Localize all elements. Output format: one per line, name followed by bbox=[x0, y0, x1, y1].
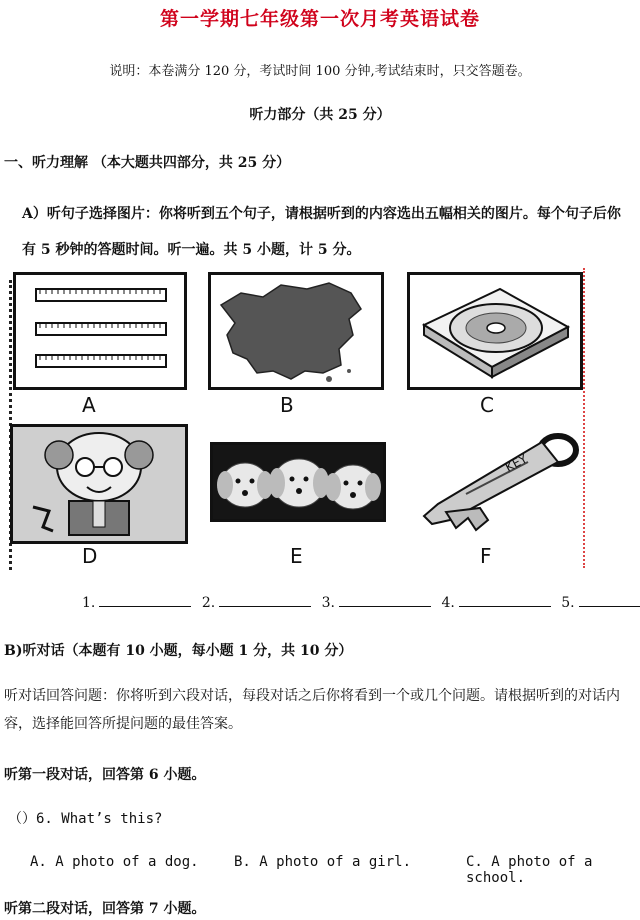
china-map-icon bbox=[211, 275, 381, 387]
dialogue1-heading: 听第一段对话，回答第 6 小题。 bbox=[4, 767, 206, 783]
right-dotted-border bbox=[583, 268, 585, 568]
question-6-stem: （）6. What’s this? bbox=[8, 811, 163, 827]
part-b-heading: B)听对话（本题有 10 小题，每小题 1 分，共 10 分） bbox=[4, 643, 353, 659]
answer-blank-2[interactable] bbox=[219, 592, 311, 607]
picture-label-b: B bbox=[280, 393, 294, 417]
exam-note: 说明：本卷满分 120 分，考试时间 100 分钟,考试结束时，只交答题卷。 bbox=[109, 64, 531, 79]
grandpa-icon bbox=[13, 427, 185, 541]
part-a-instructions: A）听句子选择图片：你将听到五个句子，请根据听到的内容选出五幅相关的图片。每个句子后你有 5 秒钟的答题时间。听一遍。共 5 小题，计 5 分。 bbox=[22, 206, 621, 258]
exam-title: 第一学期七年级第一次月考英语试卷 bbox=[159, 8, 480, 30]
dialogue2-heading: 听第二段对话，回答第 7 小题。 bbox=[4, 901, 206, 917]
answer-blank-number: 3. bbox=[321, 595, 335, 611]
answer-blank-number: 1. bbox=[82, 595, 96, 611]
answer-blank-4[interactable] bbox=[459, 592, 551, 607]
question-6-option-a[interactable]: A. A photo of a dog. bbox=[30, 854, 199, 870]
picture-label-d: D bbox=[82, 544, 98, 568]
picture-f bbox=[410, 420, 580, 540]
picture-d bbox=[10, 424, 188, 544]
picture-b bbox=[208, 272, 384, 390]
puppies-icon bbox=[213, 445, 383, 519]
picture-c bbox=[407, 272, 583, 390]
picture-label-a: A bbox=[82, 393, 96, 417]
section-title: 听力部分（共 25 分） bbox=[249, 107, 391, 123]
key-icon bbox=[410, 420, 580, 540]
picture-label-e: E bbox=[290, 544, 303, 568]
answer-blank-3[interactable] bbox=[339, 592, 431, 607]
picture-a bbox=[13, 272, 187, 390]
question-6-option-c[interactable]: C. A photo of a school. bbox=[466, 854, 593, 886]
rulers-icon bbox=[16, 275, 184, 387]
answer-blanks bbox=[82, 592, 640, 611]
answer-blank-5[interactable] bbox=[579, 592, 640, 607]
picture-label-f: F bbox=[480, 544, 492, 568]
answer-blank-number: 2. bbox=[201, 595, 216, 611]
question-6-option-b[interactable]: B. A photo of a girl. bbox=[234, 854, 412, 870]
answer-blank-number: 4. bbox=[441, 595, 455, 611]
picture-label-c: C bbox=[480, 393, 494, 417]
answer-blank-1[interactable] bbox=[99, 592, 191, 607]
part-b-instructions: 听对话回答问题：你将听到六段对话，每段对话之后你将看到一个或几个问题。请根据听到的对话内容，选择能回答所提问题的最佳答案。 bbox=[4, 688, 620, 732]
key-text: KEY bbox=[502, 451, 530, 475]
part1-heading: 一、听力理解 （本大题共四部分，共 25 分） bbox=[4, 155, 291, 171]
picture-e bbox=[210, 442, 386, 522]
cd-icon bbox=[410, 275, 580, 387]
answer-blank-number: 5. bbox=[561, 595, 575, 611]
